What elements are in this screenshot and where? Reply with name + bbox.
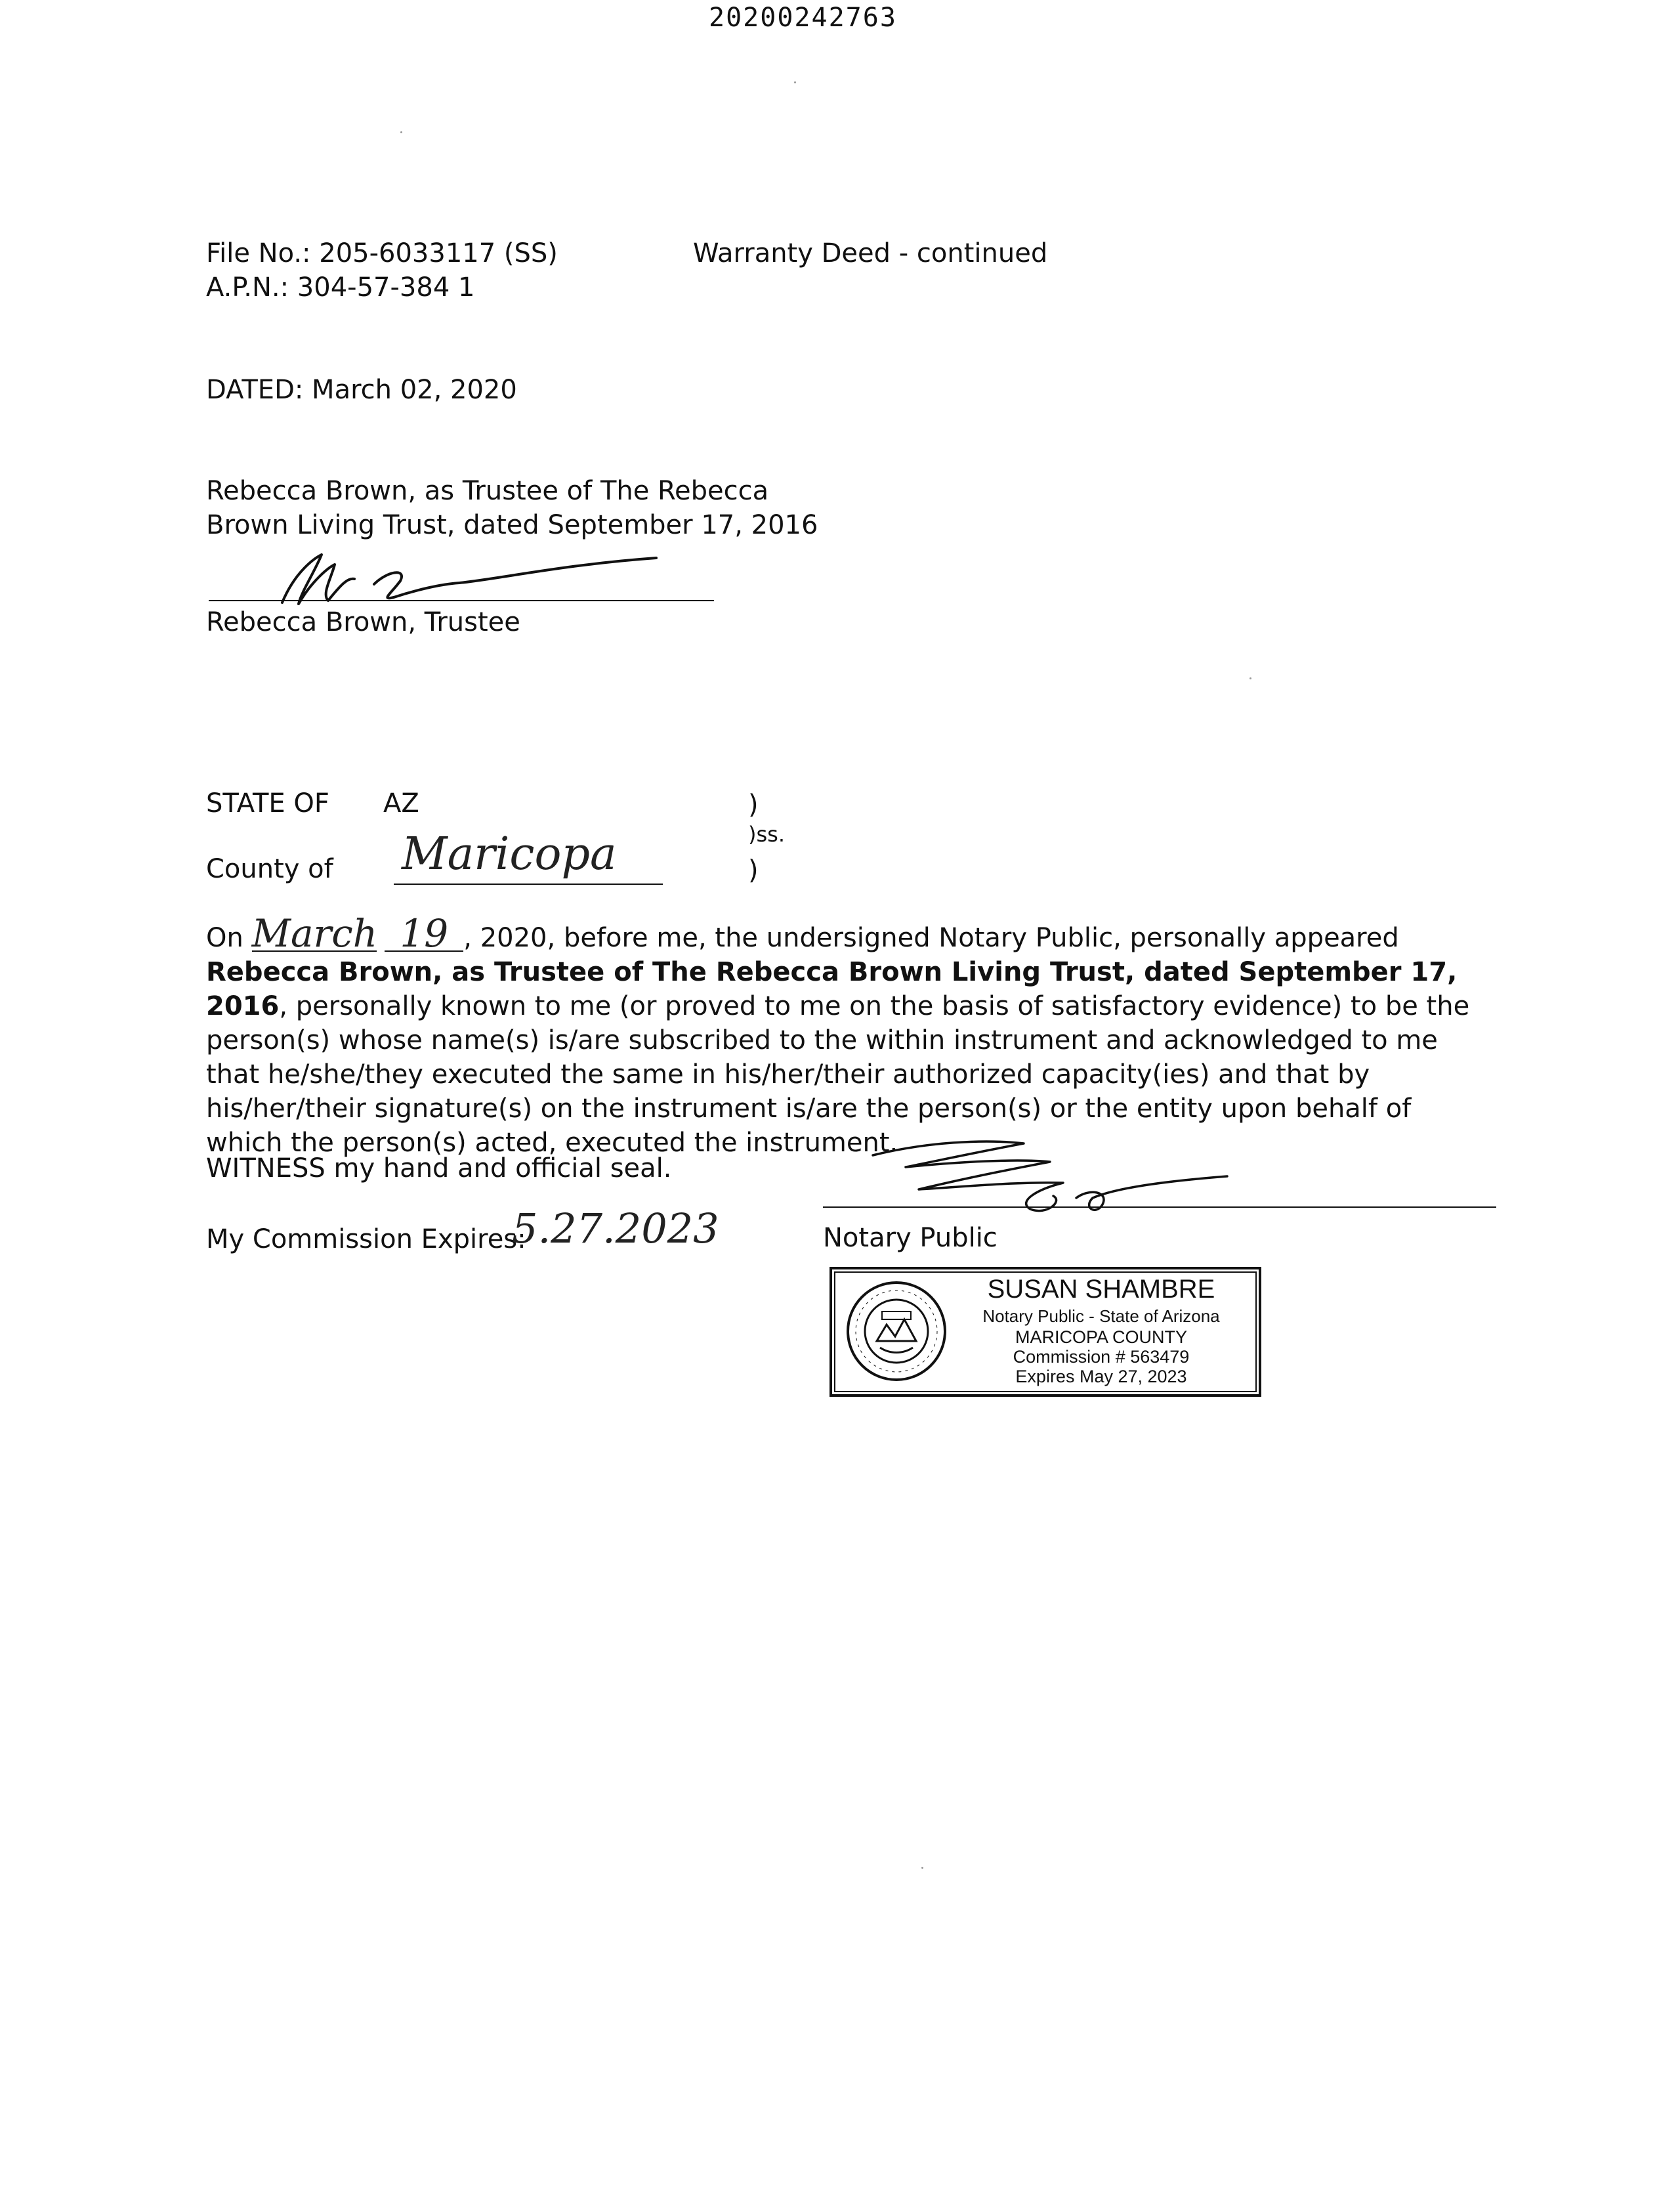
acknowledgment-text-2: , personally known to me (or proved to me on the basis of satisfactory evidence) to be the person(s) whose name(s) is/are subscribed to the within instrument and acknowledged to me that he/she/they executed the same in his/her/their authorized capacity(ies) and that by his/her/their signature(s) on the instrument is/are the person(s) or the entity upon behalf of which the person(s) acted, executed the instrument. (206, 991, 1470, 1158)
commission-label: My Commission Expires: (206, 1224, 526, 1254)
notary-stamp-expiry: Expires May 27, 2023 (1015, 1367, 1187, 1386)
day-handwritten: 19 (385, 916, 463, 952)
grantor-line-2: Brown Living Trust, dated September 17, 2016 (206, 510, 818, 540)
file-number: File No.: 205-6033117 (SS) (206, 238, 558, 268)
state-label: STATE OF (206, 788, 329, 819)
venue-ss: )ss. (748, 822, 785, 847)
recording-number: 20200242763 (709, 3, 897, 33)
month-handwritten: March (251, 911, 378, 956)
notary-name: SUSAN SHAMBRE (987, 1275, 1215, 1304)
notary-stamp-commission: Commission # 563479 (1013, 1347, 1190, 1367)
scan-speck (400, 131, 402, 133)
on-label: On (206, 923, 243, 953)
scan-speck (1250, 677, 1251, 679)
grantor-line-1: Rebecca Brown, as Trustee of The Rebecca (206, 476, 769, 506)
state-value: AZ (383, 788, 419, 819)
notary-signature-line (823, 1206, 1496, 1208)
dated-line: DATED: March 02, 2020 (206, 375, 517, 405)
acknowledgment-paragraph (206, 911, 1486, 1160)
county-blank-line (394, 884, 663, 885)
document-title: Warranty Deed - continued (693, 238, 1048, 268)
notary-stamp-county: MARICOPA COUNTY (1015, 1327, 1188, 1347)
grantor-signature-line (209, 600, 714, 601)
venue-paren-bottom: ) (748, 855, 759, 885)
venue-paren-top: ) (748, 790, 759, 820)
county-label: County of (206, 854, 333, 884)
county-value-handwritten: Maricopa (402, 828, 617, 880)
arizona-state-seal (844, 1279, 949, 1384)
notary-stamp-line-2: Notary Public - State of Arizona (982, 1306, 1220, 1326)
notary-stamp (830, 1267, 1261, 1397)
acknowledgment-text-1: , 2020, before me, the undersigned Notary Public, personally appeared (463, 923, 1399, 953)
witness-text: WITNESS my hand and official seal. (206, 1153, 672, 1183)
scan-speck (921, 1867, 923, 1869)
commission-value-handwritten: 5.27.2023 (512, 1204, 719, 1252)
grantor-signature-caption: Rebecca Brown, Trustee (206, 607, 520, 637)
acknowledgment-bold-name: Rebecca Brown, as Trustee of The Rebecca Brown Living Trust, dated September 17, 2016 (206, 957, 1458, 1021)
scan-speck (794, 81, 796, 83)
notary-signature (866, 1136, 1234, 1221)
notary-caption: Notary Public (823, 1223, 998, 1253)
apn-number: A.P.N.: 304-57-384 1 (206, 272, 475, 303)
